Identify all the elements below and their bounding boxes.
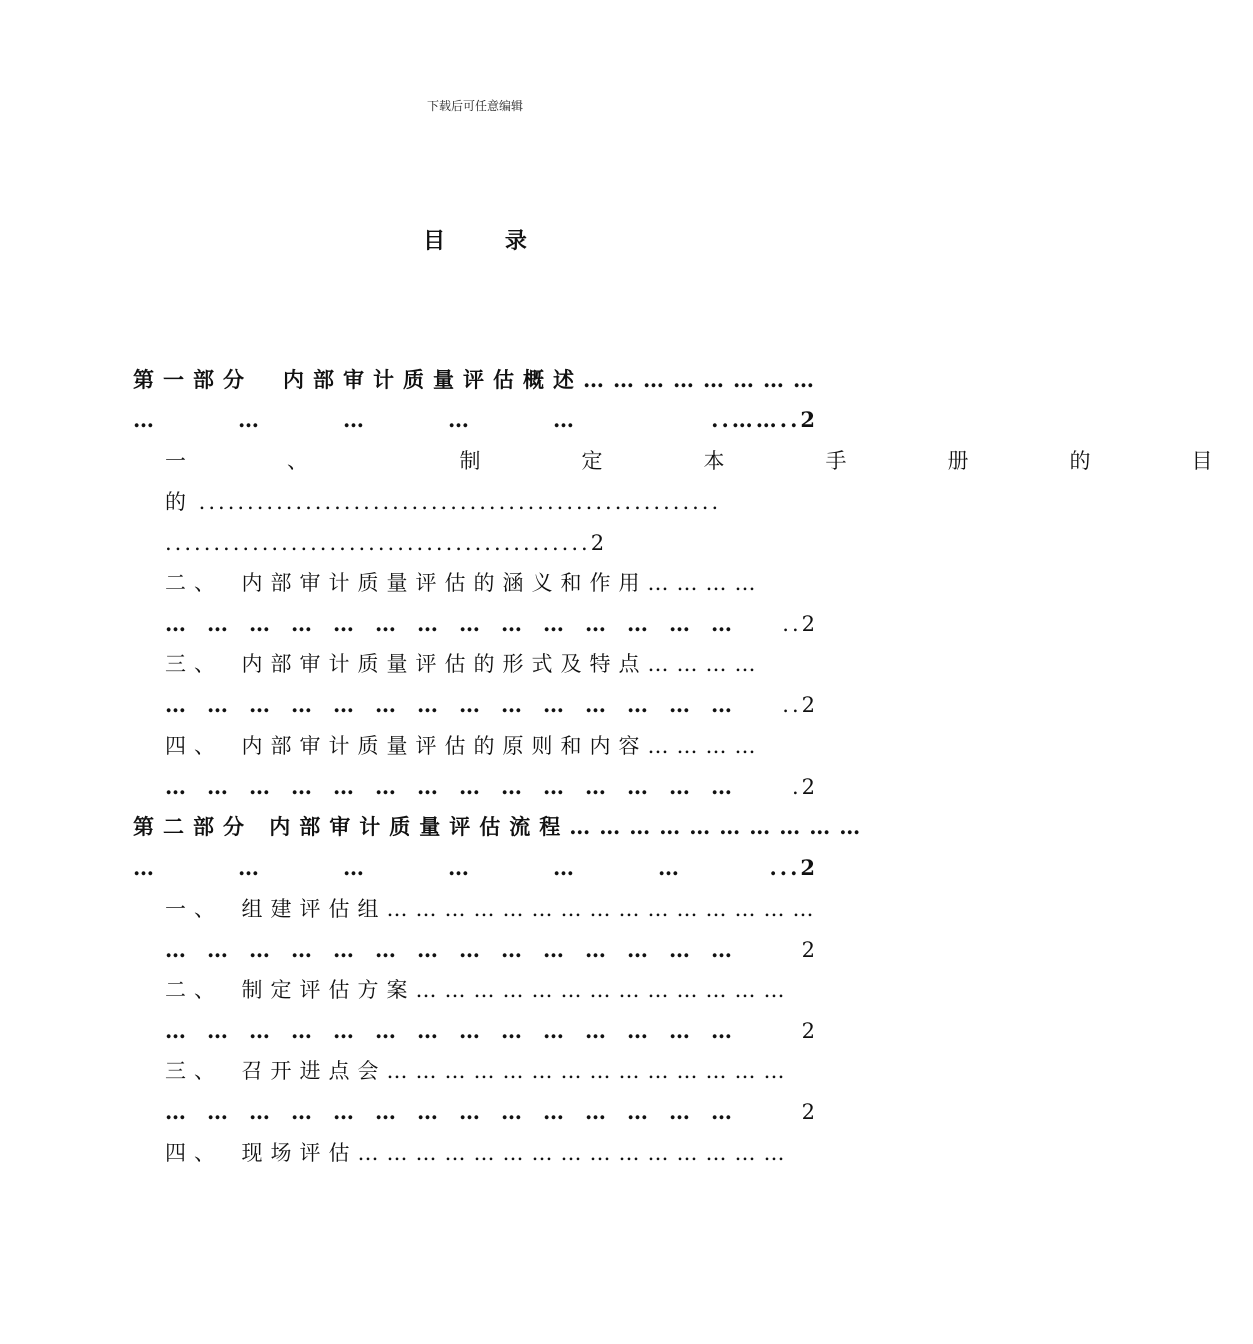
toc-leader-dots: … … … … … … … … … … … … … … (165, 1018, 732, 1043)
toc-leader-dots: 的 ...................................................... (165, 490, 722, 514)
toc-entry-part2[interactable] (133, 812, 870, 842)
toc-entry-1-3[interactable] (165, 649, 818, 679)
toc-entry-2-1[interactable] (165, 894, 822, 924)
toc-entry-1-2-cont (165, 609, 818, 639)
toc-entry-label: 一、 组建评估组……………………………………… (165, 897, 822, 921)
toc-entry-1-1-cont2 (165, 528, 818, 558)
toc-leader-dots: … … … … … … … … … … … … … … (165, 1099, 732, 1124)
toc-entry-part1[interactable] (133, 365, 823, 395)
toc-entry-1-4[interactable] (165, 731, 818, 761)
header-note: 下载后可任意编辑 (426, 99, 523, 113)
toc-entry-label: 一 、 制 定 本 手 册 的 目 (165, 449, 1253, 473)
toc-leader-dots: … … … … … … … … … … … … … … (165, 611, 732, 636)
toc-entry-2-1-cont (165, 935, 818, 965)
toc-entry-label: 三、 内部审计质量评估的形式及特点………… (165, 652, 764, 676)
toc-entry-part1-cont (133, 405, 818, 435)
toc-entry-label: 第一部分 内部审计质量评估概述…………………… (133, 367, 823, 392)
toc-page-number: ..2 (782, 693, 818, 717)
toc-entry-1-2[interactable] (165, 568, 818, 598)
toc-entry-1-3-cont (165, 690, 818, 720)
toc-entry-2-2-cont (165, 1016, 818, 1046)
toc-leader-dots: … … … … … … (133, 855, 679, 880)
toc-entry-label: 四、 现场评估……………………………………… (165, 1141, 793, 1165)
toc-entry-2-2[interactable] (165, 975, 818, 1005)
toc-entry-1-1-cont (165, 487, 818, 517)
toc-entry-part2-cont (133, 853, 818, 883)
page-title: 目 录 (423, 228, 553, 254)
toc-leader-dots: … … … … … … … … … … … … … … (165, 937, 732, 962)
toc-page-number: 2 (801, 938, 818, 962)
toc-page-number: ...2 (769, 855, 818, 880)
toc-leader-dots: … … … … … (133, 407, 574, 432)
toc-entry-label: 四、 内部审计质量评估的原则和内容………… (165, 734, 764, 758)
toc-entry-1-1[interactable] (165, 446, 1253, 476)
toc-page-number: ............................................2 (165, 531, 608, 555)
toc-page-number: 2 (801, 1100, 818, 1124)
toc-entry-2-3-cont (165, 1097, 818, 1127)
toc-page-number: 2 (801, 1019, 818, 1043)
toc-leader-dots: … … … … … … … … … … … … … … (165, 692, 732, 717)
toc-page-number: ..……..2 (711, 407, 818, 432)
toc-entry-label: 二、 内部审计质量评估的涵义和作用………… (165, 571, 764, 595)
toc-entry-1-4-cont (165, 772, 818, 802)
toc-entry-label: 二、 制定评估方案………………………………… (165, 978, 793, 1002)
toc-entry-2-4[interactable] (165, 1138, 818, 1168)
toc-entry-label: 三、 召开进点会…………………………………… (165, 1059, 793, 1083)
toc-entry-label: 第二部分 内部审计质量评估流程………………………… (133, 814, 870, 839)
toc-page-number: .2 (791, 775, 818, 799)
toc-page-number: ..2 (782, 612, 818, 636)
toc-entry-2-3[interactable] (165, 1056, 818, 1086)
toc-leader-dots: … … … … … … … … … … … … … … (165, 774, 732, 799)
